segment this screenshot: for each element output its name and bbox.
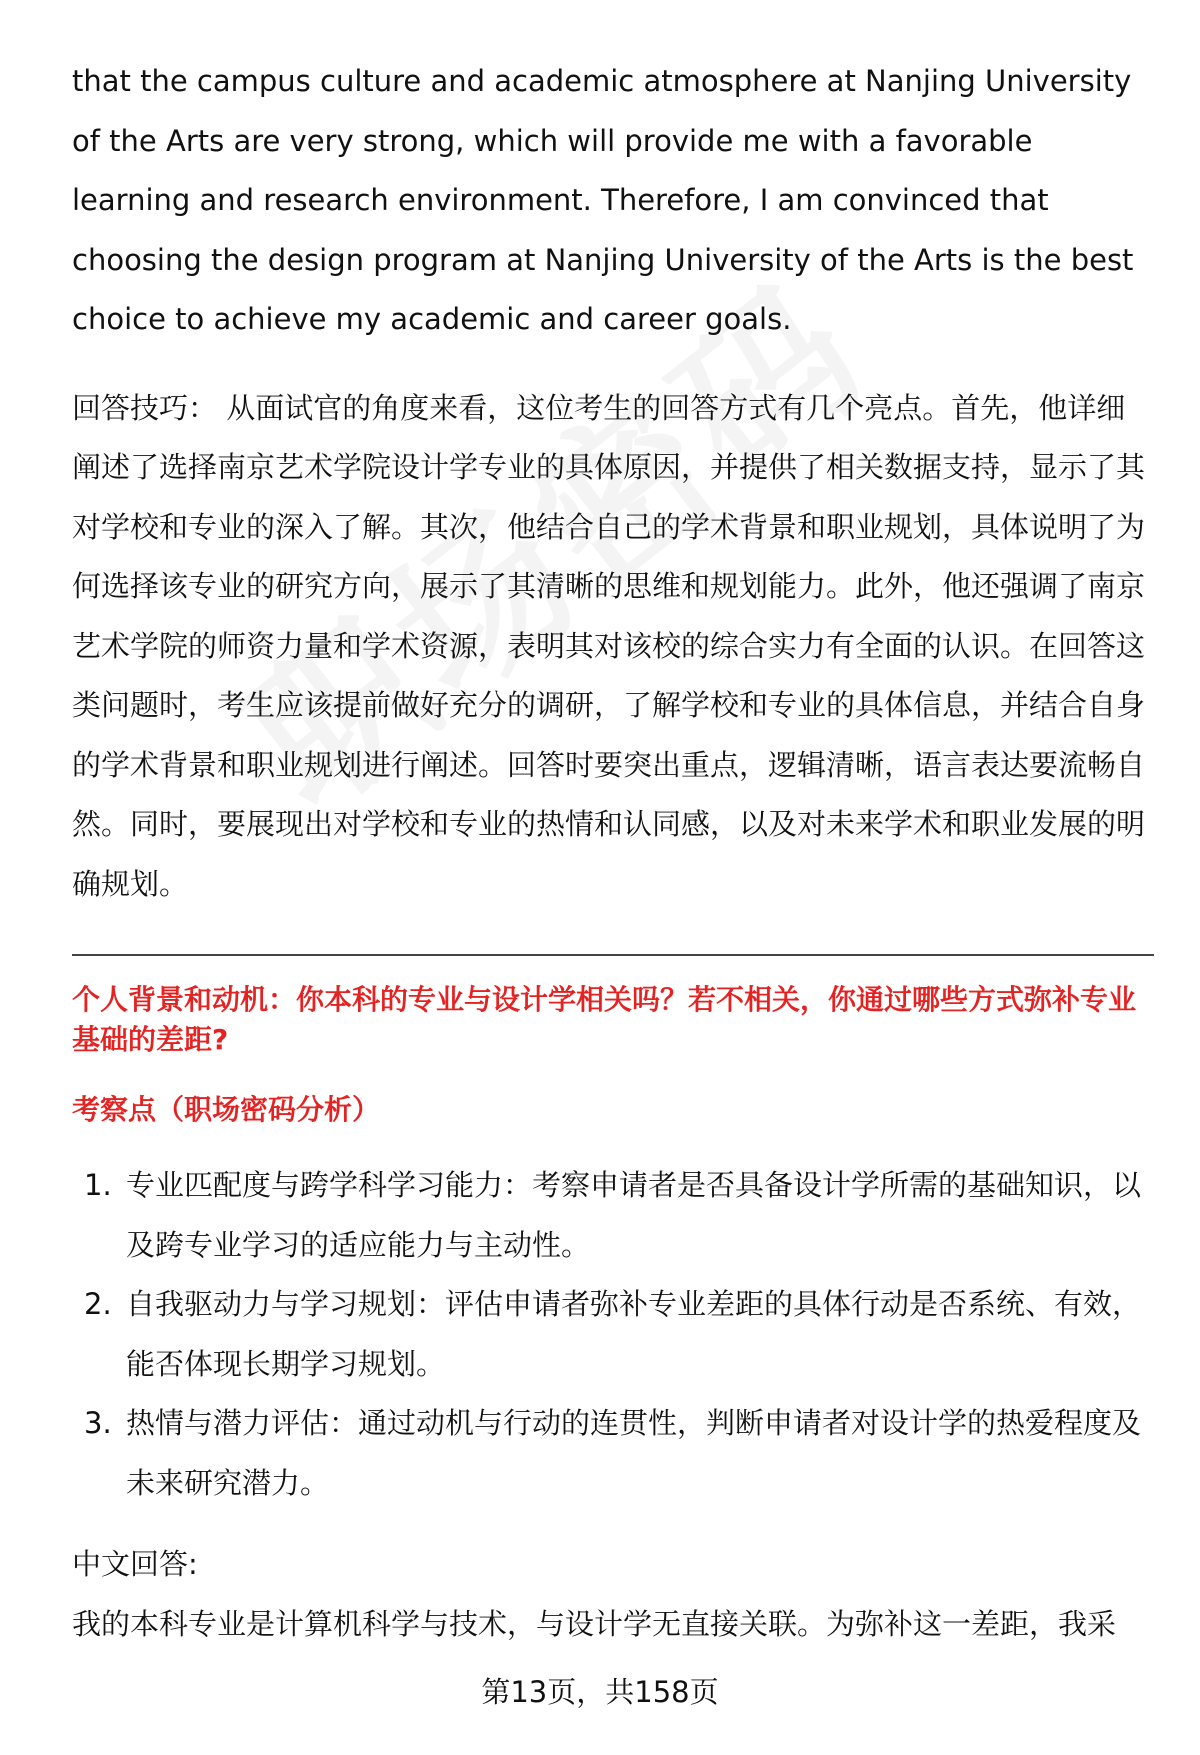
list-item-text: 热情与潜力评估：通过动机与行动的连贯性，判断申请者对设计学的热爱程度及未来研究潜力。 — [126, 1406, 1142, 1500]
list-item-number: 2. — [84, 1287, 112, 1321]
assessment-points-list — [72, 1156, 1154, 1513]
chinese-answer-text: 我的本科专业是计算机科学与技术，与设计学无直接关联。为弥补这一差距，我采 — [72, 1606, 1117, 1641]
intro-paragraph: that the campus culture and academic atmosphere at Nanjing University of the Arts are very strong, which will provide me with a favorable learning and research environment. Therefore, I am convinced that choosing the design program at Nanjing University of the Arts is the best choice to achieve my academic and career goals. — [72, 64, 1134, 336]
assessment-points-heading: 考察点（职场密码分析） — [72, 1093, 381, 1126]
list-item-text: 自我驱动力与学习规划：评估申请者弥补专业差距的具体行动是否系统、有效，能否体现长期学习规划。 — [126, 1287, 1142, 1381]
list-item-text: 专业匹配度与跨学科学习能力：考察申请者是否具备设计学所需的基础知识，以及跨专业学习的适应能力与主动性。 — [126, 1168, 1142, 1262]
question-heading: 个人背景和动机：你本科的专业与设计学相关吗？若不相关，你通过哪些方式弥补专业基础的差距? — [72, 983, 1137, 1056]
page-footer: 第13页，共158页 — [481, 1675, 719, 1709]
document-body — [72, 52, 1154, 1654]
list-item — [72, 1275, 1154, 1394]
answer-tips-paragraph: 回答技巧： 从面试官的角度来看，这位考生的回答方式有几个亮点。首先，他详细阐述了选择南京艺术学院设计学专业的具体原因，并提供了相关数据支持，显示了其对学校和专业的深入了解。其次，他结合自己的学术背景和职业规划，具体说明了为何选择该专业的研究方向，展示了其清晰的思维和规划能力。此外，他还强调了南京艺术学院的师资力量和学术资源，表明其对该校的综合实力有全面的认识。在回答这类问题时，考生应该提前做好充分的调研，了解学校和专业的具体信息，并结合自身的学术背景和职业规划进行阐述。回答时要突出重点，逻辑清晰，语言表达要流畅自然。同时，要展现出对学校和专业的热情和认同感，以及对未来学术和职业发展的明确规划。 — [72, 390, 1146, 901]
list-item-number: 1. — [84, 1168, 112, 1202]
list-item — [72, 1156, 1154, 1275]
section-divider — [72, 954, 1154, 956]
list-item — [72, 1394, 1154, 1513]
list-item-number: 3. — [84, 1406, 112, 1440]
chinese-answer-label: 中文回答: — [72, 1547, 198, 1581]
